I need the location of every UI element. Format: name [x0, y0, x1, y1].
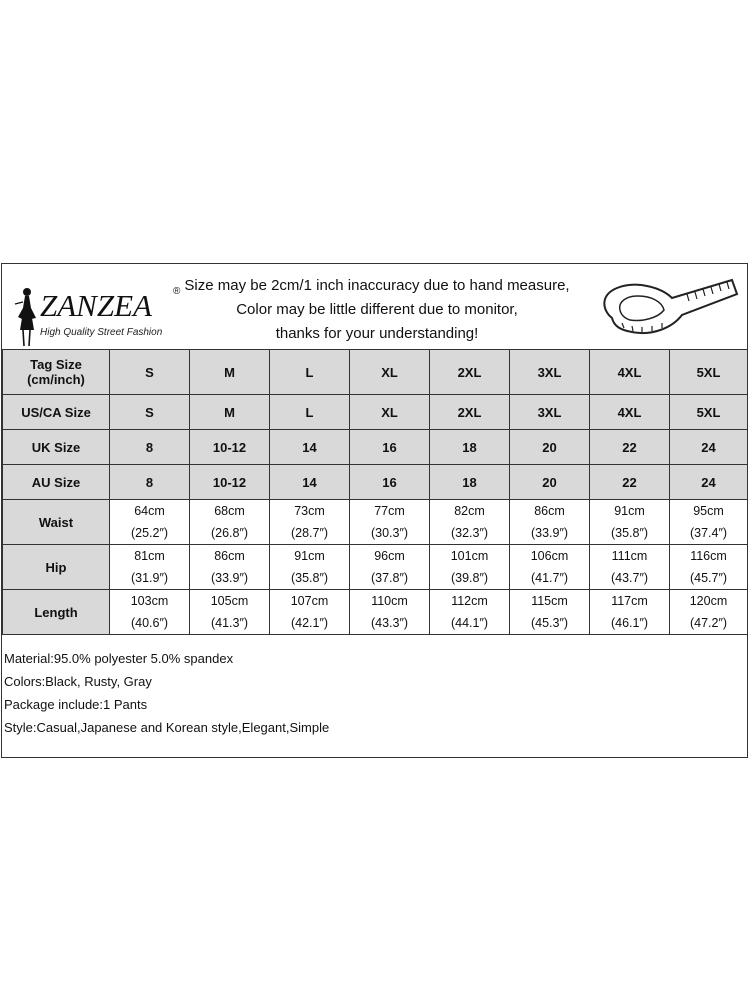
- size-cell: 14: [270, 465, 350, 500]
- size-table: [2, 349, 748, 635]
- measurement-cell: [190, 545, 270, 590]
- style-text: Style:Casual,Japanese and Korean style,Elegant,Simple: [4, 720, 330, 735]
- size-cell: S: [110, 350, 190, 395]
- row-header: UK Size: [3, 430, 110, 465]
- cm-value: 120cm: [689, 594, 728, 608]
- inch-value: (46.1″): [610, 616, 649, 630]
- colors-text: Colors:Black, Rusty, Gray: [4, 674, 152, 689]
- inch-value: (26.8″): [210, 526, 249, 540]
- size-cell: L: [270, 395, 350, 430]
- cm-value: 77cm: [374, 504, 405, 518]
- size-cell: L: [270, 350, 350, 395]
- size-cell: 14: [270, 430, 350, 465]
- inch-value: (37.4″): [689, 526, 728, 540]
- chart-header: [2, 264, 747, 349]
- inch-value: (37.8″): [370, 571, 409, 585]
- inch-value: (31.9″): [130, 571, 169, 585]
- size-cell: XL: [350, 395, 430, 430]
- cm-value: 64cm: [134, 504, 165, 518]
- cm-value: 115cm: [531, 594, 568, 608]
- size-cell: 22: [590, 465, 670, 500]
- size-cell: M: [190, 350, 270, 395]
- size-cell: 2XL: [430, 395, 510, 430]
- tag-size-row: [3, 350, 748, 395]
- inch-value: (32.3″): [450, 526, 489, 540]
- brand-name: ZANZEA: [40, 288, 152, 323]
- length-row: [3, 590, 748, 635]
- inch-value: (40.6″): [130, 616, 169, 630]
- hip-row: [3, 545, 748, 590]
- size-cell: 20: [510, 465, 590, 500]
- inch-value: (44.1″): [450, 616, 489, 630]
- row-header: US/CA Size: [3, 395, 110, 430]
- inch-value: (45.3″): [530, 616, 569, 630]
- measurement-cell: [350, 590, 430, 635]
- uk-size-row: [3, 430, 748, 465]
- measurement-cell: [590, 590, 670, 635]
- measurement-cell: [270, 500, 350, 545]
- inch-value: (42.1″): [290, 616, 329, 630]
- package-text: Package include:1 Pants: [4, 697, 148, 712]
- notice-line: Color may be little different due to monitor,: [236, 301, 518, 318]
- measurement-cell: [110, 545, 190, 590]
- cm-value: 86cm: [534, 504, 565, 518]
- measurement-cell: [110, 590, 190, 635]
- size-cell: 5XL: [670, 350, 748, 395]
- brand-tagline: High Quality Street Fashion: [40, 327, 163, 338]
- measurement-cell: [270, 590, 350, 635]
- registered-mark: ®: [173, 286, 181, 297]
- inch-value: (33.9″): [530, 526, 569, 540]
- size-cell: 22: [590, 430, 670, 465]
- size-cell: 16: [350, 465, 430, 500]
- inch-value: (39.8″): [450, 571, 489, 585]
- size-cell: XL: [350, 350, 430, 395]
- row-header: Waist: [3, 500, 110, 545]
- cm-value: 73cm: [294, 504, 325, 518]
- cm-value: 91cm: [294, 549, 325, 563]
- waist-row: [3, 500, 748, 545]
- measurement-cell: [190, 590, 270, 635]
- measurement-cell: [190, 500, 270, 545]
- size-cell: 10-12: [190, 465, 270, 500]
- row-header: Hip: [3, 545, 110, 590]
- size-cell: 2XL: [430, 350, 510, 395]
- inch-value: (43.3″): [370, 616, 409, 630]
- size-cell: 3XL: [510, 395, 590, 430]
- size-cell: 16: [350, 430, 430, 465]
- fashion-model-icon: [12, 286, 42, 348]
- inch-value: (41.3″): [210, 616, 249, 630]
- measurement-cell: [510, 545, 590, 590]
- product-info: [4, 647, 744, 739]
- size-cell: 4XL: [590, 395, 670, 430]
- size-cell: 20: [510, 430, 590, 465]
- cm-value: 107cm: [290, 594, 329, 608]
- us-ca-size-row: [3, 395, 748, 430]
- inch-value: (28.7″): [290, 526, 329, 540]
- cm-value: 117cm: [611, 594, 648, 608]
- measurement-cell: [670, 545, 748, 590]
- size-cell: 10-12: [190, 430, 270, 465]
- tag-size-unit: (cm/inch): [27, 372, 85, 387]
- cm-value: 82cm: [454, 504, 485, 518]
- notice-line: thanks for your understanding!: [275, 325, 479, 342]
- measurement-cell: [670, 590, 748, 635]
- row-header: AU Size: [3, 465, 110, 500]
- measurement-cell: [510, 500, 590, 545]
- cm-value: 105cm: [210, 594, 249, 608]
- cm-value: 103cm: [130, 594, 169, 608]
- measurement-notice: [182, 274, 572, 346]
- measurement-cell: [270, 545, 350, 590]
- measurement-cell: [430, 545, 510, 590]
- cm-value: 96cm: [374, 549, 405, 563]
- cm-value: 101cm: [450, 549, 489, 563]
- inch-value: (45.7″): [689, 571, 728, 585]
- size-cell: M: [190, 395, 270, 430]
- size-cell: 8: [110, 465, 190, 500]
- inch-value: (47.2″): [689, 616, 728, 630]
- cm-value: 86cm: [214, 549, 245, 563]
- notice-line: Size may be 2cm/1 inch inaccuracy due to hand measure,: [184, 277, 570, 294]
- row-header: [3, 350, 110, 395]
- cm-value: 111cm: [611, 549, 648, 563]
- inch-value: (35.8″): [610, 526, 649, 540]
- size-cell: 3XL: [510, 350, 590, 395]
- size-cell: 24: [670, 430, 748, 465]
- row-header: Length: [3, 590, 110, 635]
- size-cell: 18: [430, 430, 510, 465]
- cm-value: 68cm: [214, 504, 245, 518]
- size-cell: 5XL: [670, 395, 748, 430]
- measuring-tape-icon: [592, 270, 742, 345]
- measurement-cell: [110, 500, 190, 545]
- inch-value: (35.8″): [290, 571, 329, 585]
- au-size-row: [3, 465, 748, 500]
- inch-value: (30.3″): [370, 526, 409, 540]
- measurement-cell: [590, 545, 670, 590]
- material-text: Material:95.0% polyester 5.0% spandex: [4, 651, 234, 666]
- size-cell: 8: [110, 430, 190, 465]
- size-cell: 18: [430, 465, 510, 500]
- cm-value: 106cm: [530, 549, 569, 563]
- inch-value: (33.9″): [210, 571, 249, 585]
- cm-value: 95cm: [693, 504, 724, 518]
- inch-value: (41.7″): [530, 571, 569, 585]
- measurement-cell: [430, 590, 510, 635]
- cm-value: 81cm: [134, 549, 165, 563]
- size-cell: 4XL: [590, 350, 670, 395]
- measurement-cell: [350, 545, 430, 590]
- measurement-cell: [430, 500, 510, 545]
- brand-logo: [6, 272, 196, 347]
- inch-value: (25.2″): [130, 526, 169, 540]
- size-chart: [1, 263, 748, 758]
- size-cell: S: [110, 395, 190, 430]
- measurement-cell: [510, 590, 590, 635]
- measurement-cell: [590, 500, 670, 545]
- cm-value: 110cm: [371, 594, 408, 608]
- size-cell: 24: [670, 465, 748, 500]
- cm-value: 91cm: [614, 504, 645, 518]
- measurement-cell: [350, 500, 430, 545]
- inch-value: (43.7″): [610, 571, 649, 585]
- cm-value: 116cm: [690, 549, 727, 563]
- measurement-cell: [670, 500, 748, 545]
- tag-size-label: Tag Size: [30, 357, 82, 372]
- cm-value: 112cm: [451, 594, 488, 608]
